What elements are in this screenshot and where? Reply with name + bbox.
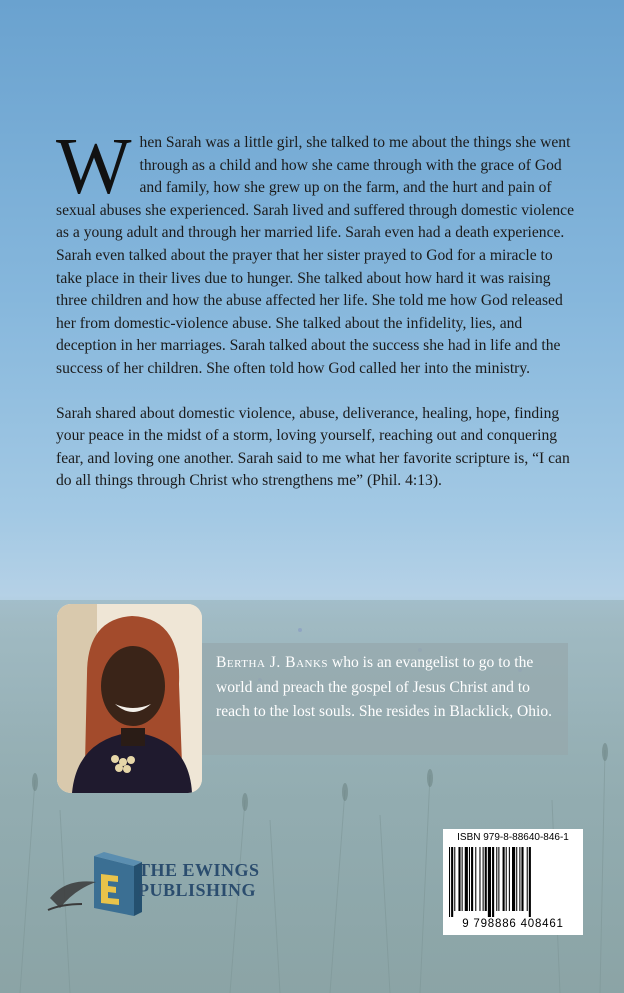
publisher-name-line-2: PUBLISHING xyxy=(138,880,257,900)
blurb-paragraph-2: Sarah shared about domestic violence, abuse, deliverance, healing, hope, finding your peace in the midst of a storm, loving yourself, reaching out and conquering fear, and loving one another. Sarah said to me what her favorite scripture is, “I can do all things through Christ who strengthens me” (Phil. 4:13). xyxy=(56,404,570,490)
barcode-number: 9 798886 408461 xyxy=(462,918,564,930)
author-photo xyxy=(57,604,202,793)
drop-cap-letter: W xyxy=(56,123,132,211)
author-bio xyxy=(216,651,561,725)
publisher-logo xyxy=(46,838,276,928)
publisher-name-line-1: THE EWINGS xyxy=(138,860,260,880)
blurb-paragraph-1 xyxy=(56,123,576,381)
blurb-paragraph-1-text: hen Sarah was a little girl, she talked to me about the things she went through as a child and how she came through with the grace of God and family, how she grew up on the farm, and the hurt and pain of sexual abuses she experienced. Sarah lived and suffered through domestic violence as a young adult and through her married life. Sarah even had a death experience. Sarah even talked about the prayer that her sister prayed to God for a miracle to take place in their lives due to hunger. She talked about how hard it was raising three children and how the abuse affected her life. She told me how God released her from domestic-violence abuse. She talked about the infidelity, lies, and deception in her marriages. Sarah talked about the success she had in life and the success of her children. She often told how God called her into the ministry. xyxy=(56,134,575,377)
author-bio-box xyxy=(202,643,568,755)
isbn-label: ISBN 979-8-88640-846-1 xyxy=(457,832,569,843)
barcode-bars xyxy=(449,847,577,917)
author-name: Bertha J. Banks xyxy=(216,654,329,671)
back-cover-blurb xyxy=(56,123,576,493)
author-bio-text: who is an evangelist to go to the world and preach the gospel of Jesus Christ and to reach to the lost souls. She resides in Blacklick, Ohio. xyxy=(216,654,553,721)
isbn-barcode xyxy=(443,829,583,935)
